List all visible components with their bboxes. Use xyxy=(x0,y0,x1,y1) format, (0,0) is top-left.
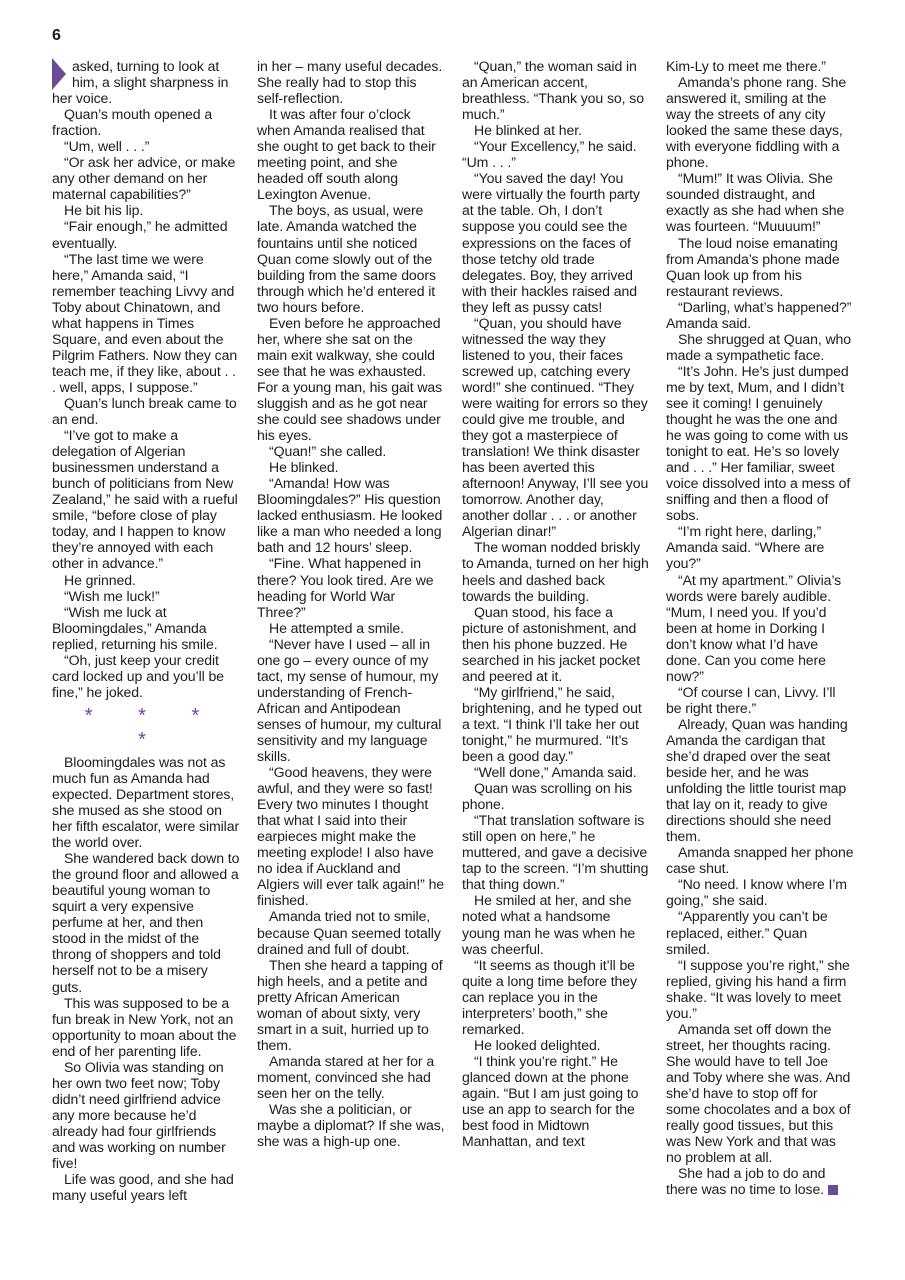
paragraph: “Quan!” she called. xyxy=(269,443,387,460)
paragraph: She wandered back down to the ground floor and allowed a beautiful young woman to squirt a very expensive perfume at her, and then stood in the midst of the throng of shoppers and told herself not to be a misery guts. xyxy=(52,850,240,995)
paragraph: “No need. I know where I’m going,” she said. xyxy=(666,876,847,909)
paragraph: Quan’s mouth opened a fraction. xyxy=(52,106,213,139)
paragraph: Amanda’s phone rang. She answered it, smiling at the way the streets of any city looked the same these days, with everyone fiddling with a phone. xyxy=(666,74,847,171)
last-paragraph-text: She had a job to do and there was no time to lose. xyxy=(666,1165,826,1198)
column-4 xyxy=(666,58,854,1197)
paragraph: “My girlfriend,” he said, brightening, and he typed out a text. “I think I’ll take her out tonight,” he murmured. “It’s been a good day.” xyxy=(462,683,642,765)
paragraph: He smiled at her, and she noted what a handsome young man he was when he was cheerful. xyxy=(462,892,636,957)
paragraph: “Wish me luck!” xyxy=(64,587,160,604)
paragraph: asked, turning to look at him, a slight sharpness in her voice. xyxy=(52,58,229,107)
paragraph: “Mum!” It was Olivia. She sounded distraught, and exactly as she had when she was fourteen. “Muuuum!” xyxy=(666,170,845,235)
paragraph: “Darling, what’s happened?” Amanda said. xyxy=(666,298,852,331)
paragraph: He blinked at her. xyxy=(474,122,582,139)
paragraph: “It’s John. He’s just dumped me by text, Mum, and I didn’t see it coming! I genuinely thought he was the one and he was going to come with us tonight to eat. He’s so lovely and . . .” Her familiar, sweet voice dissolved into a mess of sniffing and then a flood of sobs. xyxy=(666,362,851,524)
last-paragraph xyxy=(666,1165,854,1197)
paragraph: Life was good, and she had many useful years left xyxy=(52,1171,234,1204)
paragraph: “Your Excellency,” he said. “Um . . .” xyxy=(462,138,637,171)
paragraph: “I suppose you’re right,” she replied, giving his hand a firm shake. “It was lovely to meet you.” xyxy=(666,956,850,1021)
column-2 xyxy=(257,58,445,1149)
page-number: 6 xyxy=(52,27,61,44)
paragraph: Already, Quan was handing Amanda the cardigan that she’d draped over the seat beside her, and he was unfolding the little tourist map that lay on it, ready to give directions should she need them. xyxy=(666,715,848,845)
paragraph: “Apparently you can’t be replaced, either.” Quan smiled. xyxy=(666,908,828,957)
square-end-icon xyxy=(828,1185,838,1195)
paragraph: Quan was scrolling on his phone. xyxy=(462,780,633,813)
paragraph: “I think you’re right.” He glanced down at the phone again. “But I am just going to use an app to search for the best food in Midtown Manhattan, and text xyxy=(462,1052,639,1150)
paragraph: It was after four o’clock when Amanda realised that she ought to get back to their meeting point, and she headed off south along Lexington Avenue. xyxy=(257,106,436,203)
paragraph: The woman nodded briskly to Amanda, turned on her high heels and dashed back towards the building. xyxy=(462,539,649,604)
paragraph: Amanda snapped her phone case shut. xyxy=(666,844,854,877)
paragraph: “It seems as though it’ll be quite a long time before they can replace you in the interpreters’ booth,” she remarked. xyxy=(462,956,637,1037)
paragraph: He grinned. xyxy=(64,571,136,588)
paragraph: “Or ask her advice, or make any other demand on her maternal capabilities?” xyxy=(52,154,236,203)
paragraph: “Wish me luck at Bloomingdales,” Amanda replied, returning his smile. xyxy=(52,603,218,652)
paragraph: “At my apartment.” Olivia’s words were barely audible. “Mum, I need you. If you’d been at home in Dorking I don’t know what I’d have done. Can you come here now?” xyxy=(666,571,842,684)
paragraph: “The last time we were here,” Amanda said, “I remember teaching Livvy and Toby about Chinatown, and what happens in Times Square, and even about the Pilgrim Fathers. Now they can teach me, if they like, about . . . well, apps, I suppose.” xyxy=(52,250,238,395)
paragraph: “I’m right here, darling,” Amanda said. “Where are you?” xyxy=(666,523,825,572)
paragraph: “I’ve got to make a delegation of Algerian businessmen understand a bunch of politicians from New Zealand,” he said with a rueful smile, “before close of play today, and I happen to know they’re annoyed with each other in advance.” xyxy=(52,427,238,572)
paragraph: The loud noise emanating from Amanda’s phone made Quan look up from his restaurant reviews. xyxy=(666,234,840,299)
paragraph: “Never have I used – all in one go – every ounce of my tact, my sense of humour, my understanding of French-African and Antipodean senses of humour, my cultural sensitivity and my language skills. xyxy=(257,635,442,765)
paragraph: in her – many useful decades. She really had to stop this self-reflection. xyxy=(257,58,443,107)
column-1 xyxy=(52,58,240,1203)
paragraph: Amanda tried not to smile, because Quan seemed totally drained and full of doubt. xyxy=(257,908,441,957)
paragraph: “Fine. What happened in there? You look tired. Are we heading for World War Three?” xyxy=(257,555,434,620)
column-3 xyxy=(462,58,650,1149)
triangle-right-icon xyxy=(52,58,66,90)
paragraph: He looked delighted. xyxy=(474,1036,601,1053)
paragraph: Bloomingdales was not as much fun as Amanda had expected. Department stores, she mused as she stood on her fifth escalator, were similar the world over. xyxy=(52,753,240,851)
paragraph: He bit his lip. xyxy=(64,202,144,219)
paragraph: “You saved the day! You were virtually the fourth party at the table. Oh, I don’t suppose you could see the expressions on the faces of those tetchy old trade delegates. Boy, they arrived with their hackles raised and they left as pussy cats! xyxy=(462,170,640,315)
paragraph: “Of course I can, Livvy. I’ll be right there.” xyxy=(666,683,836,716)
paragraph: “Quan,” the woman said in an American accent, breathless. “Thank you so, so much.” xyxy=(462,58,644,123)
paragraph: Then she heard a tapping of high heels, and a petite and pretty African American woman of about sixty, very smart in a suit, hurried up to them. xyxy=(257,956,443,1053)
paragraph: “Oh, just keep your credit card locked up and you’ll be fine,” he joked. xyxy=(52,651,224,700)
scene-break: * * * * xyxy=(84,704,220,751)
paragraph: “Good heavens, they were awful, and they were so fast! Every two minutes I thought that what I said into their earpieces might make the meeting explode! I also have no idea if Auckland and Algiers will ever talk again!” he finished. xyxy=(257,764,445,909)
paragraph: So Olivia was standing on her own two feet now; Toby didn’t need girlfriend advice any more because he’d already had four girlfriends and was working on number five! xyxy=(52,1058,226,1172)
paragraph: Quan stood, his face a picture of astonishment, and then his phone buzzed. He searched in his jacket pocket and peered at it. xyxy=(462,603,641,684)
paragraph: Quan’s lunch break came to an end. xyxy=(52,394,237,428)
paragraph: Amanda stared at her for a moment, convinced she had seen her on the telly. xyxy=(257,1052,435,1101)
paragraph: She shrugged at Quan, who made a sympathetic face. xyxy=(666,330,852,363)
paragraph: “Fair enough,” he admitted eventually. xyxy=(52,218,228,251)
paragraph: “Quan, you should have witnessed the way they listened to you, their faces screwed up, catching every word!” she continued. “They were waiting for errors so they could give me trouble, and they got a masterpiece of translation! We think disaster has been averted this afternoon! Anyway, I’ll see you tomorrow. Another day, another dollar . . . or another Algerian dinar!” xyxy=(462,314,649,540)
paragraph: This was supposed to be a fun break in New York, not an opportunity to moan about the end of her parenting life. xyxy=(52,994,237,1059)
paragraph: The boys, as usual, were late. Amanda watched the fountains until she noticed Quan come slowly out of the building from the same doors through which he’d entered it two hours before. xyxy=(257,202,436,315)
paragraph: Amanda set off down the street, her thoughts racing. She would have to tell Joe and Toby where she was. And she’d have to stop off for some chocolates and a box of really good tissues, but this was New York and that was no problem at all. xyxy=(666,1020,851,1166)
paragraph: He attempted a smile. xyxy=(269,619,404,636)
paragraph: “Amanda! How was Bloomingdales?” His question lacked enthusiasm. He looked like a man who needed a long bath and 12 hours’ sleep. xyxy=(257,475,443,556)
paragraph: Even before he approached her, where she sat on the main exit walkway, she could see that he was exhausted. For a young man, his gait was sluggish and as he got near she could see shadows under his eyes. xyxy=(257,314,443,444)
paragraph: “Um, well . . .” xyxy=(64,138,150,155)
paragraph: He blinked. xyxy=(269,459,339,476)
paragraph: Kim-Ly to meet me there.” xyxy=(666,58,826,74)
paragraph: “Well done,” Amanda said. xyxy=(474,764,637,781)
paragraph: “That translation software is still open on here,” he muttered, and gave a decisive tap to the screen. “I’m shutting that thing down.” xyxy=(462,812,649,893)
paragraph: Was she a politician, or maybe a diplomat? If she was, she was a high-up one. xyxy=(257,1101,445,1150)
